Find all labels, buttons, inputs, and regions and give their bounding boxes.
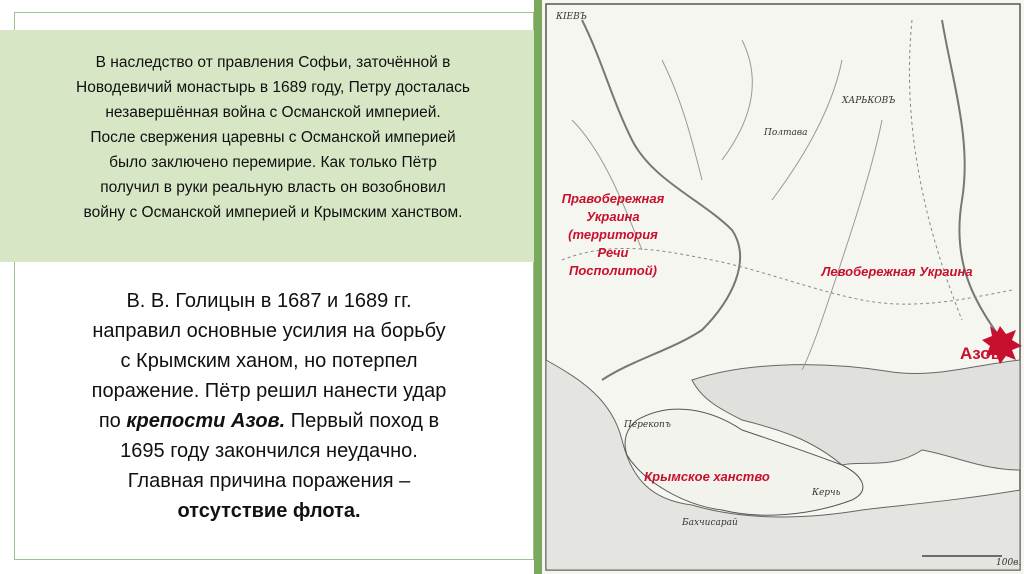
label-line: Посполитой) [568,263,658,278]
river [662,60,702,180]
label-line: Речи [597,245,629,260]
label-line: Правобережная [561,191,665,206]
main-text [40,286,498,526]
main-line [40,466,498,496]
city-bakhchisaray: Бахчисарай [682,518,738,528]
main-line-part: Первый поход в [285,410,440,432]
city-kiev: КIЕВЪ [556,12,587,22]
main-line: В. В. Голицын в 1687 и 1689 гг. [126,290,412,312]
label-line: (территория [568,227,658,242]
main-line-part: Главная причина поражения – [127,470,411,492]
intro-text [20,50,526,225]
main-line [40,406,498,436]
map-drawing [542,0,1024,574]
city-kharkov: ХАРЬКОВЪ [842,96,896,106]
no-fleet-emphasis: отсутствие флота. [177,500,361,522]
label-azov: Азов [960,344,1002,363]
city-perekop: Перекопъ [624,420,671,430]
label-left-bank-ukraine: Левобережная Украина [821,264,973,279]
label-crimean-khanate: Крымское ханство [644,469,770,484]
intro-line: незавершённая война с Османской империей. [105,104,441,121]
main-line: поражение. Пётр решил нанести удар [91,380,447,402]
city-kerch: Керчь [812,488,841,498]
intro-line: После свержения царевны с Османской империей [90,129,456,146]
intro-line: Новодевичий монастырь в 1689 году, Петру досталась [76,79,470,96]
intro-line: получил в руки реальную власть он возобновил [100,179,446,196]
river [802,120,882,370]
main-line [40,496,498,526]
main-line-part: по [98,410,127,432]
main-line: направил основные усилия на борьбу [92,320,446,342]
label-right-bank-ukraine [554,190,672,280]
scale-label: 100в. [996,558,1022,568]
river [722,40,752,160]
label-line: Украина [586,209,640,224]
intro-line: было заключено перемирие. Как только Пётр [109,154,437,171]
city-poltava: Полтава [764,128,808,138]
main-line: 1695 году закончился неудачно. [120,440,418,462]
azov-fortress-emphasis: крепости Азов. [126,410,286,432]
intro-line: войну с Османской империей и Крымским ханством. [83,204,463,221]
divider-bar [534,0,542,574]
intro-line: В наследство от правления Софьи, заточённой в [95,54,451,71]
historical-map [542,0,1024,574]
main-line: с Крымским ханом, но потерпел [120,350,418,372]
